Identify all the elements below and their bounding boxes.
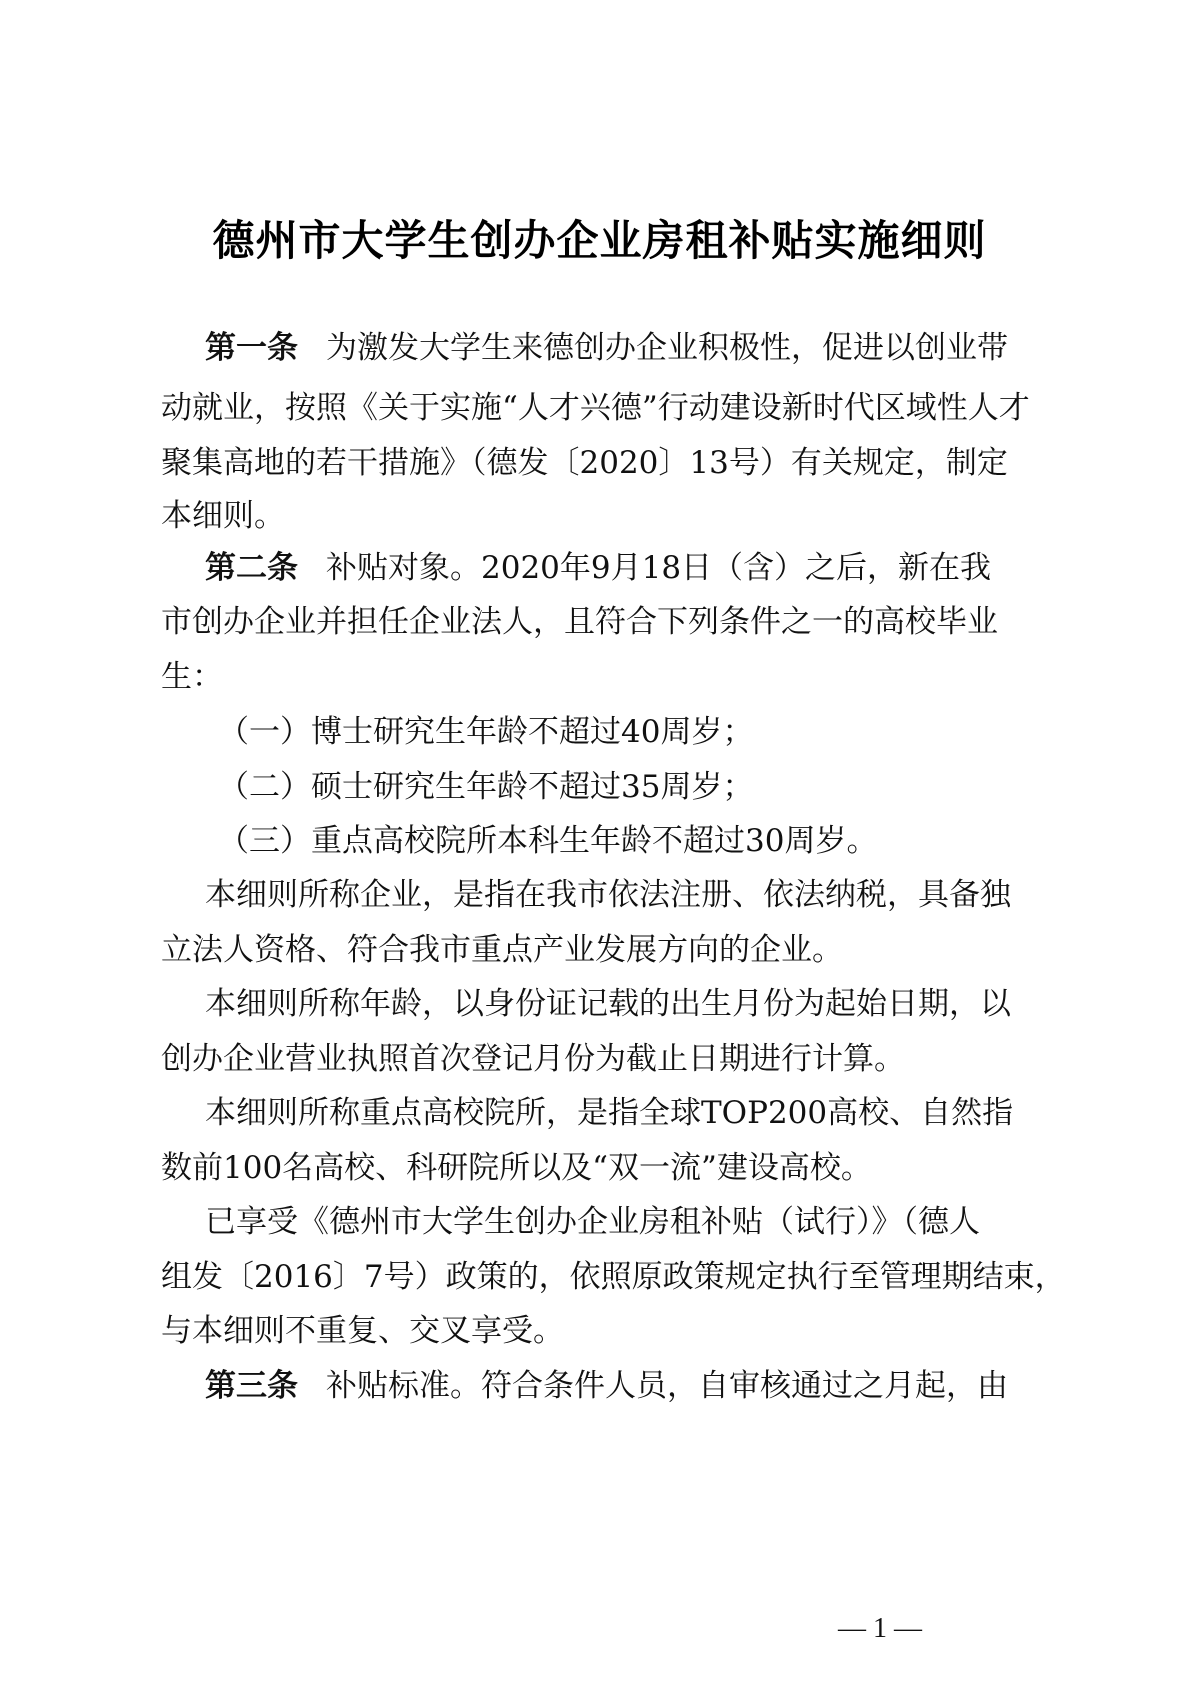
article-1-line-3: 聚集高地的若干措施》（德发〔2020〕13号）有关规定，制定 — [161, 445, 1008, 481]
article-1-line-4: 本细则。 — [161, 498, 285, 534]
definition-university-line-2: 数前100名高校、科研院所以及“双一流”建设高校。 — [161, 1150, 872, 1186]
prior-policy-line-1: 已享受《德州市大学生创办企业房租补贴（试行）》（德人 — [205, 1204, 980, 1240]
definition-university-line-1: 本细则所称重点高校院所，是指全球TOP200高校、自然指 — [205, 1095, 1014, 1131]
definition-enterprise-line-1: 本细则所称企业，是指在我市依法注册、依法纳税，具备独 — [205, 877, 1011, 913]
article-3-line-1 — [205, 1357, 1008, 1415]
document-title: 德州市大学生创办企业房租补贴实施细则 — [212, 216, 987, 265]
article-heading: 第三条 — [205, 1368, 298, 1404]
definition-age-line-1: 本细则所称年龄，以身份证记载的出生月份为起始日期，以 — [205, 986, 1011, 1022]
text-line: 补贴对象。2020年9月18日（含）之后，新在我 — [326, 550, 992, 586]
definition-age-line-2: 创办企业营业执照首次登记月份为截止日期进行计算。 — [161, 1041, 905, 1077]
article-2-line-3: 生： — [161, 659, 223, 695]
text-line: 补贴标准。符合条件人员，自审核通过之月起，由 — [326, 1368, 1008, 1404]
definition-enterprise-line-2: 立法人资格、符合我市重点产业发展方向的企业。 — [161, 932, 843, 968]
text-line: 为激发大学生来德创办企业积极性，促进以创业带 — [326, 330, 1008, 366]
article-2-line-1 — [205, 539, 992, 597]
condition-item-2: （二）硕士研究生年龄不超过35周岁； — [218, 769, 754, 805]
article-2-line-2: 市创办企业并担任企业法人，且符合下列条件之一的高校毕业 — [161, 604, 998, 640]
article-1-line-2: 动就业，按照《关于实施“人才兴德”行动建设新时代区域性人才 — [161, 390, 1030, 426]
prior-policy-line-3: 与本细则不重复、交叉享受。 — [161, 1313, 564, 1349]
condition-item-1: （一）博士研究生年龄不超过40周岁； — [218, 714, 754, 750]
prior-policy-line-2: 组发〔2016〕7号）政策的，依照原政策规定执行至管理期结束， — [161, 1259, 1066, 1295]
condition-item-3: （三）重点高校院所本科生年龄不超过30周岁。 — [218, 823, 878, 859]
article-heading: 第一条 — [205, 330, 298, 366]
page-number: — 1 — — [838, 1613, 922, 1644]
article-heading: 第二条 — [205, 550, 298, 586]
article-1-line-1 — [205, 319, 1008, 377]
